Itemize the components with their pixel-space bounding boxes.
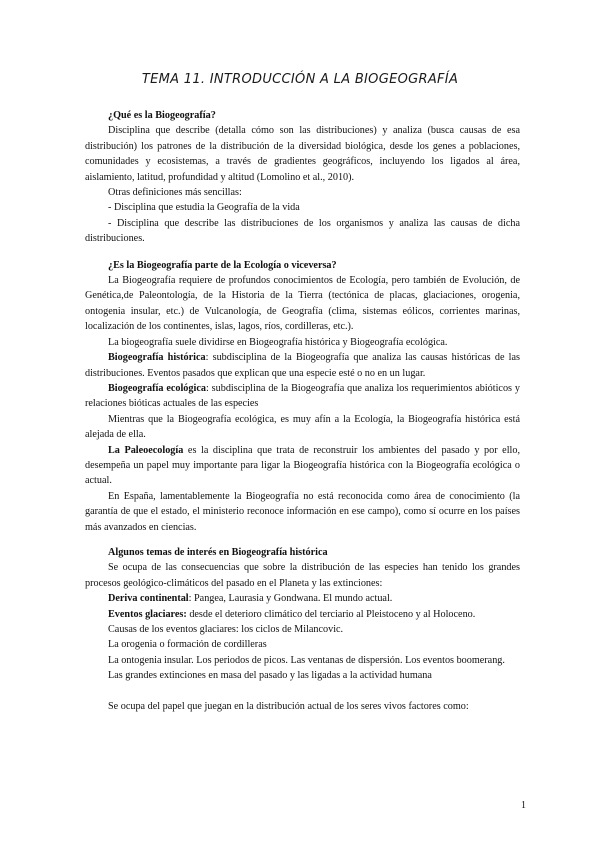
paragraph-other-definitions: Otras definiciones más sencillas:	[108, 187, 242, 199]
paragraph-causas: Causas de los eventos glaciares: los ciclos de Milancovic.	[108, 624, 344, 635]
document-title: TEMA 11. INTRODUCCIÓN A LA BIOGEOGRAFÍA	[141, 72, 459, 87]
paragraph-division: La biogeografía suele dividirse en Biogeografía histórica y Biogeografía ecológica.	[108, 336, 448, 348]
section-heading-ecologia: ¿Es la Biogeografía parte de la Ecología o viceversa?	[108, 259, 337, 271]
glaciares-text: desde el deterioro climático del terciario al Pleistoceno y al Holoceno.	[186, 608, 476, 620]
section-heading-temas: Algunos temas de interés en Biogeografía histórica	[108, 546, 328, 558]
term-glaciares: Eventos glaciares:	[108, 608, 187, 620]
definition-item-2: - Disciplina que describe las distribuciones de los organismos y analiza las causas de dicha distribuciones.	[85, 217, 520, 245]
paragraph-consecuencias: Se ocupa de las consecuencias que sobre la distribución de las especies han tenido los grandes procesos geológico-climáticos del pasado en el Planeta y las extinciones:	[85, 562, 520, 589]
paragraph-mientras: Mientras que la Biogeografía ecológica, es muy afín a la Ecología, la Biogeografía histórica está alejada de ella.	[85, 413, 520, 441]
term-deriva: Deriva continental	[108, 593, 189, 605]
paragraph-glaciares	[85, 607, 520, 622]
paragraph-extinciones: Las grandes extinciones en masa del pasado y las ligadas a la actividad humana	[108, 670, 432, 682]
term-ecologica: Biogeografía ecológica	[108, 382, 206, 394]
term-historica: Biogeografía histórica	[108, 352, 206, 364]
page-number: 1	[521, 800, 526, 811]
section-heading-que-es: ¿Qué es la Biogeografía?	[108, 110, 216, 121]
paragraph-espana: En España, lamentablemente la Biogeografía no está reconocida como área de conocimiento (la garantía de que el estado, el ministerio reconoce información en ese campo), como sí ocurre en los países más avanzados en ciencias.	[85, 490, 520, 533]
paragraph-definition: Disciplina que describe (detalla cómo son las distribuciones) y analiza (busca causas de esa distribución) los patrones de la distribución de la diversidad biológica, desde los genes a poblaciones, comunidades y ecosistemas, a través de gradientes geográficos, incluyendo los ligados al área, aislamiento, latitud, profundidad y altitud (Lomolino et al., 2010).	[85, 125, 520, 183]
ecologica-text: : subdisciplina de la Biogeografía que analiza los requerimientos abióticos y relaciones bióticas actuales de las especies	[85, 382, 520, 410]
paragraph-requirements: La Biogeografía requiere de profundos conocimientos de Ecología, pero también de Evolución, de Genética,de Paleontología, de la Historia de la Tierra (tectónica de placas, glaciaciones, orogenia, ontogenia insular, etc.) de Vulcanología, de Geografía (clima, sistemas eólicos, corrientes marinas, localización de los continentes, islas, lagos, ríos, cordilleras, etc.).	[85, 275, 520, 333]
term-paleoecologia: La Paleoecología	[108, 444, 184, 456]
paragraph-paleoecologia	[85, 443, 520, 489]
paragraph-ecologica	[85, 381, 520, 412]
historica-text: : subdisciplina de la Biogeografía que analiza las causas históricas de las distribuciones. Eventos pasados que explican que una especie esté o no en un lugar.	[85, 352, 520, 379]
document-body	[85, 108, 520, 714]
paragraph-orogenia: La orogenia o formación de cordilleras	[108, 639, 267, 651]
paragraph-ontogenia: La ontogenia insular. Los periodos de picos. Las ventanas de dispersión. Los eventos boomerang.	[108, 654, 505, 666]
paragraph-factores: Se ocupa del papel que juegan en la distribución actual de los seres vivos factores como:	[108, 700, 469, 712]
definition-item-1: - Disciplina que estudia la Geografía de la vida	[108, 202, 300, 214]
paragraph-historica	[85, 350, 520, 381]
deriva-text: : Pangea, Laurasia y Gondwana. El mundo actual.	[188, 593, 393, 605]
paragraph-deriva	[85, 591, 520, 606]
paleoecologia-text: es la disciplina que trata de reconstruir los ambientes del pasado y por ello, desempeña un papel muy importante para ligar la Biogeografía histórica con la Biogeografía ecológica o actual.	[85, 444, 521, 487]
